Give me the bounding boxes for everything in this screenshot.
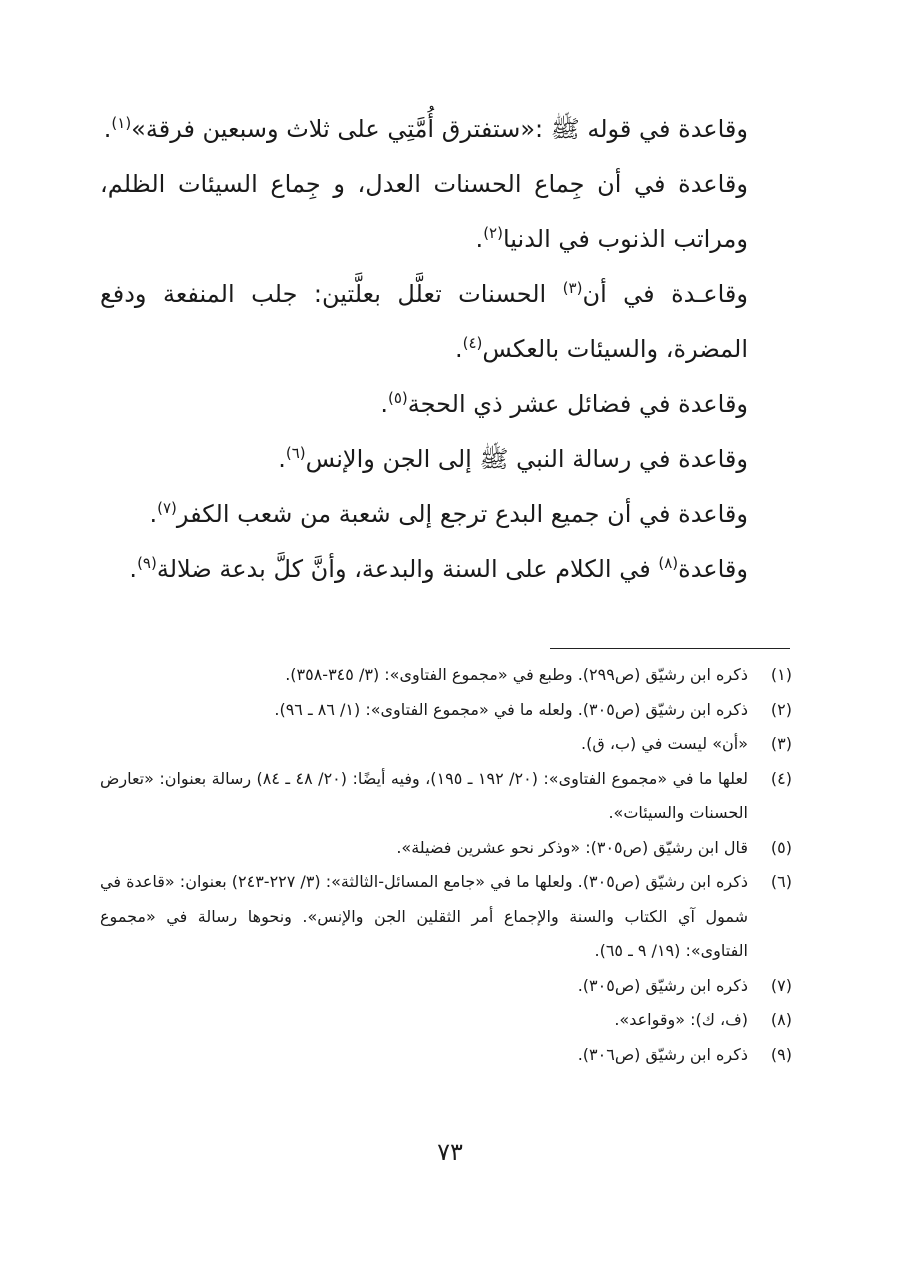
- footnote: [100, 1038, 792, 1073]
- paragraph-end: .: [475, 225, 484, 253]
- paragraph-end: .: [129, 555, 138, 583]
- footnote-number: (٨): [770, 1010, 792, 1029]
- footnote: [100, 693, 792, 728]
- footnote: [100, 969, 792, 1004]
- footnote-ref[interactable]: (٩): [137, 554, 157, 572]
- paragraph-end: .: [278, 445, 286, 473]
- footnote-number: (٤): [770, 768, 792, 788]
- footnote-text: ذكره ابن رشيّق (ص٢٩٩). وطبع في «مجموع الفتاوى»: (٣/ ٣٤٥-٣٥٨).: [285, 665, 748, 684]
- footnote: [100, 727, 792, 762]
- paragraph-text: وقاعدة في فضائل عشر ذي الحجة: [407, 390, 748, 418]
- footnote-text: (ف، ك): «وقواعد».: [614, 1010, 748, 1029]
- paragraph-text-continued: في الكلام على السنة والبدعة، وأنَّ كلَّ بدعة ضلالة: [156, 555, 659, 583]
- paragraph-text: وقاعدة في أن جميع البدع ترجع إلى شعبة من شعب الكفر: [176, 500, 748, 528]
- footnote-number: (١): [770, 665, 792, 684]
- footnote-text: ذكره ابن رشيّق (ص٣٠٥). ولعلها ما في «جامع المسائل-الثالثة»: (٣/ ٢٢٧-٢٤٣) بعنوان: «قاعدة في شمول آي الكتاب والسنة والإجماع أمر الثقلين الجن والإنس». ونحوها رسالة في «مجموع الفتاوى»: (١٩/ ٩ ـ ٦٥).: [100, 872, 748, 960]
- paragraph-end: .: [149, 500, 158, 528]
- page-number: ٧٣: [437, 1138, 463, 1166]
- paragraph: [100, 542, 790, 597]
- footnote-text: ذكره ابن رشيّق (ص٣٠٥).: [577, 975, 748, 995]
- paragraph-text: وقاعدة في أن جِماع الحسنات العدل، و جِماع السيئات الظلم، ومراتب الذنوب في الدنيا: [100, 170, 748, 253]
- footnote-ref[interactable]: (٣): [562, 279, 583, 297]
- paragraph-text: وقاعدة: [678, 555, 748, 583]
- footnote-number: (٩): [770, 1044, 792, 1064]
- footnote: [100, 658, 792, 693]
- footnote-ref[interactable]: (١): [111, 114, 132, 132]
- footnote-ref[interactable]: (٢): [483, 224, 503, 242]
- footnote-number: (٢): [770, 699, 792, 719]
- paragraph-text: وقاعدة في قوله ﷺ :«ستفترق أُمَّتِي على ثلاث وسبعين فرقة»: [131, 115, 748, 143]
- footnote: [100, 762, 792, 831]
- footnote-number: (٣): [770, 734, 792, 753]
- paragraph: [100, 102, 790, 157]
- footnote: [100, 865, 792, 969]
- paragraph-text: وقاعدة في رسالة النبي ﷺ إلى الجن والإنس: [305, 445, 748, 473]
- footnote-ref[interactable]: (٥): [388, 389, 408, 407]
- footnote-text: ذكره ابن رشيّق (ص٣٠٦).: [577, 1044, 748, 1064]
- paragraph: [100, 267, 790, 377]
- footnote-text: ذكره ابن رشيّق (ص٣٠٥). ولعله ما في «مجموع الفتاوى»: (١/ ٨٦ ـ ٩٦).: [274, 699, 748, 719]
- footnote-ref[interactable]: (٦): [285, 444, 306, 462]
- paragraph-end: .: [103, 115, 112, 143]
- paragraph: [100, 487, 790, 542]
- footnote-ref[interactable]: (٤): [462, 334, 483, 352]
- paragraph: [100, 157, 790, 267]
- paragraph-text: وقاعـدة في أن: [582, 280, 748, 308]
- footnote-text: قال ابن رشيّق (ص٣٠٥): «وذكر نحو عشرين فضيلة».: [396, 837, 748, 857]
- main-text: [100, 102, 790, 597]
- paragraph: [100, 432, 790, 487]
- footnote-number: (٥): [770, 837, 792, 857]
- footnote: [100, 1003, 792, 1038]
- paragraph-end: .: [454, 335, 463, 363]
- footnote-text: لعلها ما في «مجموع الفتاوى»: (٢٠/ ١٩٢ ـ ١٩٥)، وفيه أيضًا: (٢٠/ ٤٨ ـ ٨٤) رسالة بعنوان: «تعارض الحسنات والسيئات».: [100, 768, 749, 822]
- paragraph: [100, 377, 790, 432]
- footnote-ref[interactable]: (٨): [658, 554, 679, 572]
- paragraph-end: .: [380, 390, 388, 418]
- footnote-ref[interactable]: (٧): [157, 499, 177, 517]
- footnotes: [100, 658, 792, 1072]
- paragraph-text-continued: الحسنات تعلَّل بعلَّتين: جلب المنفعة ودفع المضرة، والسيئات بالعكس: [100, 280, 748, 363]
- footnote-number: (٧): [770, 975, 792, 995]
- footnote-separator: [550, 648, 790, 649]
- footnote: [100, 831, 792, 866]
- footnote-text: «أن» ليست في (ب، ق).: [581, 734, 748, 753]
- footnote-number: (٦): [770, 872, 792, 891]
